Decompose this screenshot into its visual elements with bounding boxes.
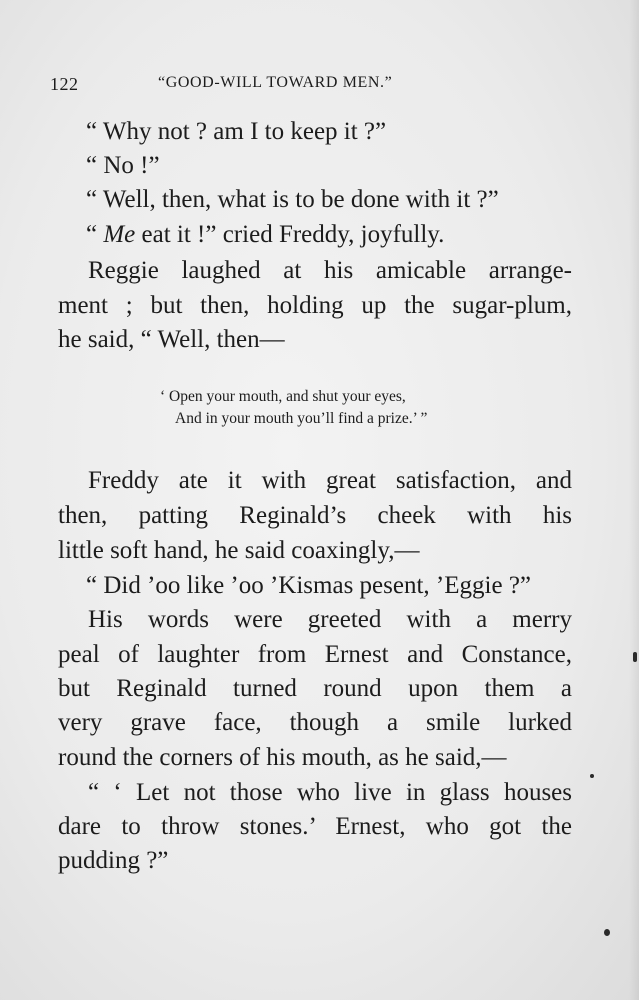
text-line: dare to throw stones.’ Ernest, who got the [58,813,572,840]
text-line: he said, “ Well, then— [58,326,285,353]
text-line: very grave face, though a smile lurked [58,709,572,736]
text-line: His words were greeted with a merry [88,606,572,633]
text-line: peal of laughter from Ernest and Constance, [58,641,572,668]
emphasized-word: Me [103,221,136,248]
verse-line: ‘ Open your mouth, and shut your eyes, [160,388,406,405]
text-line: “ Did ’oo like ’oo ’Kismas pesent, ’Eggie ?” [86,572,532,599]
running-title: “GOOD-WILL TOWARD MEN.” [158,74,393,91]
page-edge-shadow [629,0,639,1000]
text-line [86,220,576,250]
text-line: “ No !” [86,152,160,179]
text-line: “ ‘ Let not those who live in glass houses [88,779,572,806]
text-line: “ Well, then, what is to be done with it ?” [86,186,499,213]
page-header [50,74,570,100]
print-speck [633,652,637,662]
print-speck [590,774,594,778]
text-line: ment ; but then, holding up the sugar-plum, [58,292,572,319]
page-number: 122 [50,74,79,94]
text-line: then, patting Reginald’s cheek with his [58,502,572,529]
text-line-rest: eat it !” cried Freddy, joyfully. [135,221,445,248]
text-line: Freddy ate it with great satisfaction, and [88,467,572,494]
text-line: Reggie laughed at his amicable arrange- [88,257,572,284]
text-line: “ Why not ? am I to keep it ?” [86,118,387,145]
text-line-open-quote: “ [86,221,104,248]
verse-line: And in your mouth you’ll find a prize.’ ” [175,410,428,427]
print-speck [604,929,610,936]
text-line: little soft hand, he said coaxingly,— [58,537,420,564]
text-line: pudding ?” [58,847,169,874]
text-line: but Reginald turned round upon them a [58,675,572,702]
text-line: round the corners of his mouth, as he said,— [58,744,507,771]
